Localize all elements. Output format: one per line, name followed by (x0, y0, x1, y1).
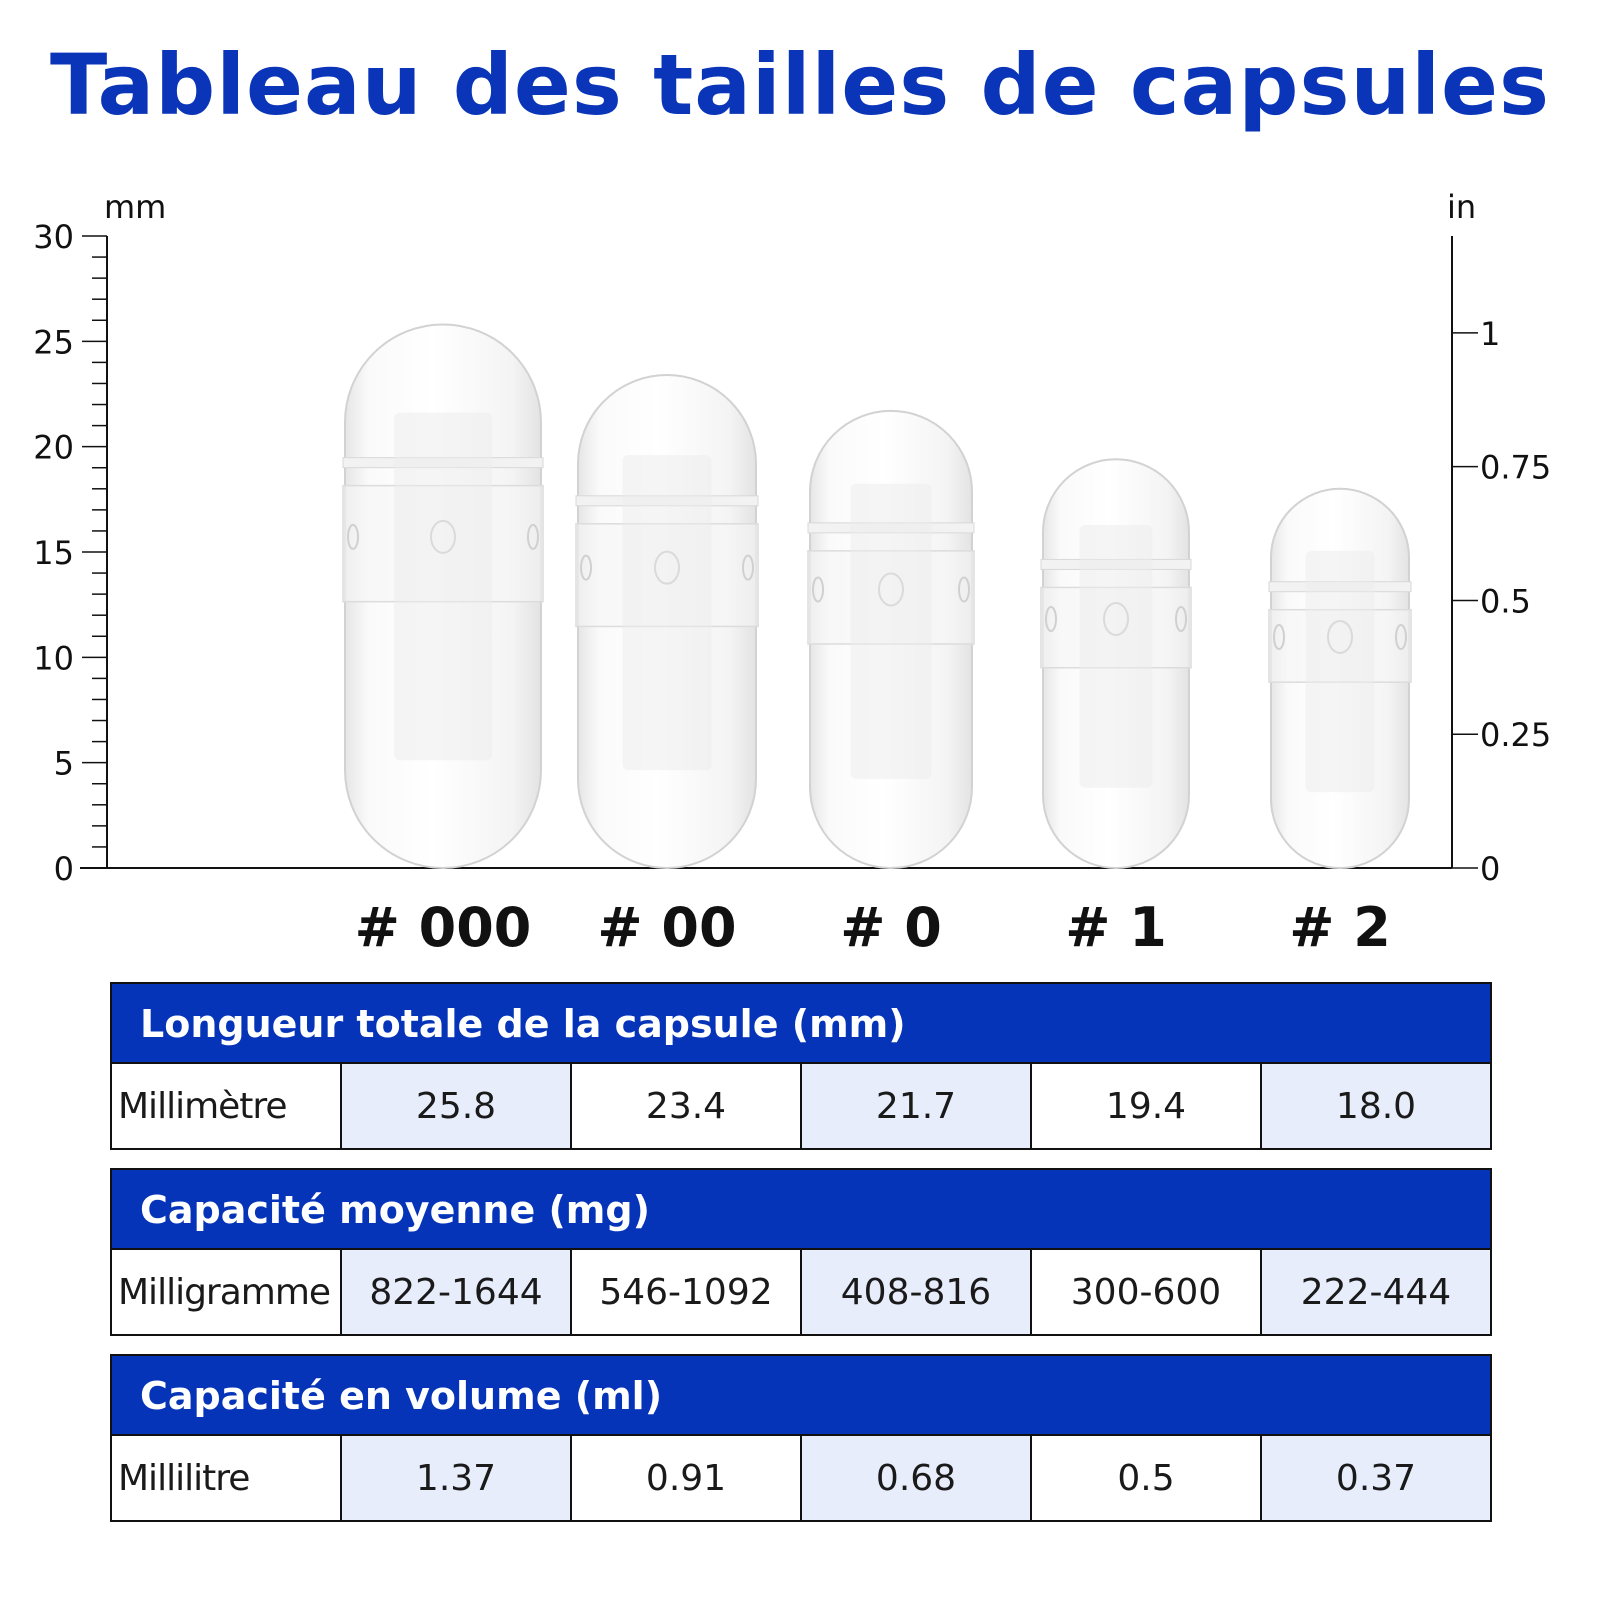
table-cell: 25.8 (340, 1064, 570, 1148)
table-cell: 19.4 (1030, 1064, 1260, 1148)
category-label: # 0 (840, 896, 942, 959)
capsule-mark (576, 375, 758, 868)
row-label: Millimètre (118, 1085, 287, 1127)
table-cell: 1.37 (340, 1436, 570, 1520)
table-cell: 0.68 (800, 1436, 1030, 1520)
table-cell: 408-816 (800, 1250, 1030, 1334)
capsule-highlight (394, 413, 492, 761)
data-table (110, 1354, 1492, 1522)
left-axis-tick-label: 0 (53, 850, 74, 888)
right-axis-tick-label: 0 (1480, 850, 1501, 888)
capsule-mark (1041, 459, 1191, 868)
category-label: # 2 (1289, 896, 1391, 959)
capsule-mark (808, 411, 974, 868)
table-cell: 546-1092 (570, 1250, 800, 1334)
table-row (110, 1064, 1492, 1150)
table-row (110, 1436, 1492, 1522)
capsule-highlight (851, 484, 932, 779)
page-title: Tableau des tailles de capsules (49, 36, 1551, 134)
table-cell: 21.7 (800, 1064, 1030, 1148)
table-cell: 822-1644 (340, 1250, 570, 1334)
table-header: Longueur totale de la capsule (mm) (110, 982, 1492, 1064)
right-axis-unit-label: in (1447, 188, 1477, 226)
left-axis-tick-label: 20 (33, 428, 74, 467)
right-axis-tick-label: 1 (1480, 314, 1501, 353)
table-cell: 300-600 (1030, 1250, 1260, 1334)
row-label: Millilitre (118, 1457, 250, 1499)
category-label: # 000 (354, 896, 532, 959)
category-label: # 00 (597, 896, 737, 959)
right-axis-tick-label: 0.5 (1480, 582, 1531, 621)
table-cell: 0.37 (1260, 1436, 1490, 1520)
table-cell: 23.4 (570, 1064, 800, 1148)
right-axis-tick-label: 0.25 (1480, 716, 1552, 755)
capsule-highlight (1080, 525, 1153, 788)
right-axis-tick-label: 0.75 (1480, 448, 1552, 487)
left-axis-tick-label: 30 (33, 218, 74, 256)
capsule-highlight (623, 455, 712, 770)
table-cell: 0.5 (1030, 1436, 1260, 1520)
category-label: # 1 (1065, 896, 1167, 959)
left-axis-tick-label: 10 (33, 639, 74, 678)
left-axis-tick-label: 15 (33, 534, 74, 572)
table-cell: 0.91 (570, 1436, 800, 1520)
row-label: Milligramme (118, 1271, 331, 1313)
table-header: Capacité moyenne (mg) (110, 1168, 1492, 1250)
capsule-mark (1269, 489, 1411, 868)
data-table (110, 982, 1492, 1150)
data-table (110, 1168, 1492, 1336)
table-cell: 222-444 (1260, 1250, 1490, 1334)
left-axis-tick-label: 5 (53, 744, 74, 783)
table-header: Capacité en volume (ml) (110, 1354, 1492, 1436)
left-axis-tick-label: 25 (33, 323, 74, 362)
capsule-highlight (1306, 551, 1375, 792)
table-cell: 18.0 (1260, 1064, 1490, 1148)
table-row (110, 1250, 1492, 1336)
capsule-mark (343, 324, 543, 868)
left-axis-unit-label: mm (104, 188, 167, 226)
